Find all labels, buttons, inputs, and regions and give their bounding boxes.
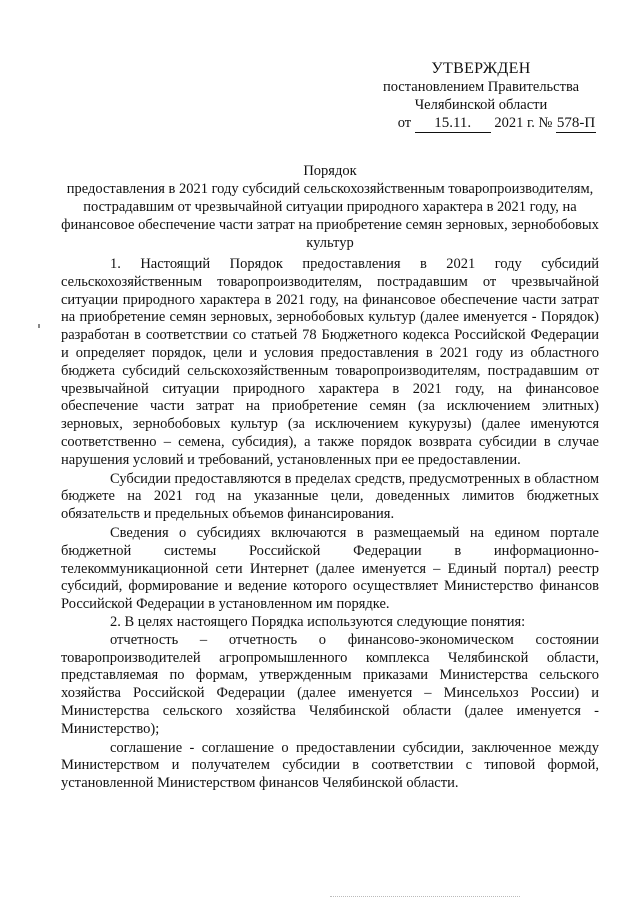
title-heading: Порядок	[303, 163, 357, 179]
approval-heading: УТВЕРЖДЕН	[431, 60, 531, 77]
paragraph-4: 2. В целях настоящего Порядка используются следующие понятия:	[110, 613, 526, 630]
paragraph-3: Сведения о субсидиях включаются в размещаемый на едином портале бюджетной системы Российской Федерации в информационно-телекоммуникационной сети Интернет (далее именуется – Единый портал) реестр субсидий, формирование и ведение которого осуществляет Министерство финансов Российской Федерации в установленном им порядке.	[61, 524, 599, 613]
approval-date-line	[366, 114, 596, 133]
margin-mark	[38, 324, 40, 328]
approval-from: от	[397, 115, 412, 131]
paragraph-1: 1. Настоящий Порядок предоставления в 2021 году субсидий сельскохозяйственным товаропроизводителям, пострадавшим от чрезвычайной ситуации природного характера в 2021 году, на финансовое обеспечение части затрат на приобретение семян зерновых, зернобобовых культур (далее именуется - Порядок) разработан в соответствии со статьей 78 Бюджетного кодекса Российской Федерации и определяет порядок, цели и условия предоставления в 2021 году из областного бюджета субсидий сельскохозяйственным товаропроизводителям, пострадавшим от чрезвычайной ситуации природного характера в 2021 году, на финансовое обеспечение части затрат на приобретение семян (за исключением элитных) зерновых, зернобобовых культур (за исключением кукурузы) (далее именуются соответственно – семена, субсидия), а также порядок возврата субсидии в случае нарушения условий и требований, установленных при ее предоставлении.	[61, 256, 599, 468]
paragraph-5: отчетность – отчетность о финансово-экономическом состоянии товаропроизводителей агропромышленного комплекса Челябинской области, представляемая по формам, утвержденным приказами Министерства сельского хозяйства Российской Федерации (далее именуется – Минсельхоз России) и Министерства сельского хозяйства Челябинской области (далее именуется - Министерство);	[61, 631, 599, 737]
paragraph-6: соглашение - соглашение о предоставлении субсидии, заключенное между Министерством и получателем субсидии в соответствии с типовой формой, установленной Министерством финансов Челябинской области.	[61, 739, 599, 792]
title-subtitle: предоставления в 2021 году субсидий сельскохозяйственным товаропроизводителям, пострадавшим от чрезвычайной ситуации природного характера в 2021 году, на финансовое обеспечение части затрат на приобретение семян зерновых, зернобобовых культур	[61, 181, 599, 251]
approval-year-number: 2021 г. №	[494, 115, 553, 131]
approval-date: 15.11.	[415, 114, 491, 133]
document-body	[61, 256, 599, 793]
footer-line	[330, 896, 520, 897]
approval-stamp	[366, 60, 596, 133]
approval-number: 578-П	[556, 115, 596, 131]
approval-line-2: Челябинской области	[414, 97, 548, 113]
document-title	[60, 162, 600, 252]
approval-line-1: постановлением Правительства	[382, 79, 580, 95]
paragraph-2: Субсидии предоставляются в пределах средств, предусмотренных в областном бюджете на 2021 год на указанные цели, доведенных лимитов бюджетных обязательств и предельных объемов финансирования.	[61, 470, 599, 523]
